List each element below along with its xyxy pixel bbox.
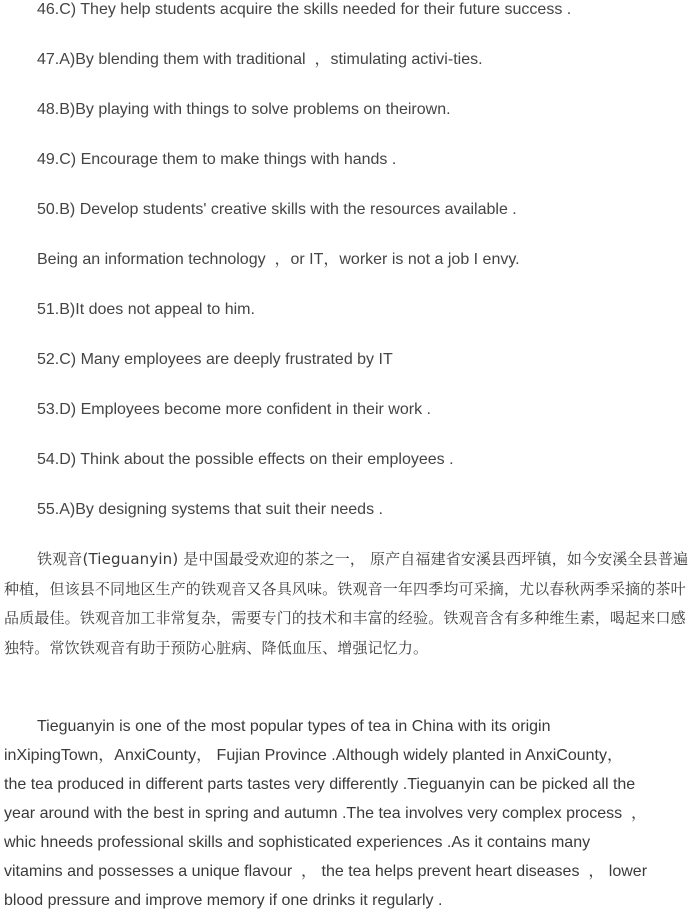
- english-line: year around with the best in spring and autumn .The tea involves very complex process ，: [4, 805, 647, 822]
- answer-item-46: 46.C) They help students acquire the skills needed for their future success .: [37, 1, 572, 18]
- passage-heading: Being an information technology ，or IT，worker is not a job I envy.: [37, 251, 520, 268]
- answer-item-50: 50.B) Develop students' creative skills with the resources available .: [37, 201, 517, 218]
- answer-item-49: 49.C) Encourage them to make things with hands .: [37, 151, 397, 168]
- answer-item-54: 54.D) Think about the possible effects on their employees .: [37, 451, 454, 468]
- answer-list: [37, 0, 687, 550]
- english-line: whic hneeds professional skills and sophisticated experiences .As it contains many: [4, 834, 591, 851]
- answer-item-51: 51.B)It does not appeal to him.: [37, 301, 255, 318]
- english-line: blood pressure and improve memory if one drinks it regularly .: [4, 892, 443, 909]
- english-line: vitamins and possesses a unique flavour ， the tea helps prevent heart diseases ， lower: [4, 863, 648, 880]
- answer-item-53: 53.D) Employees become more confident in their work .: [37, 401, 431, 418]
- answer-item-48: 48.B)By playing with things to solve problems on theirown.: [37, 101, 451, 118]
- english-line: Tieguanyin is one of the most popular types of tea in China with its origin: [37, 718, 551, 735]
- answer-item-55: 55.A)By designing systems that suit their needs .: [37, 501, 383, 518]
- english-paragraph: [4, 712, 688, 915]
- chinese-paragraph: 铁观音(Tieguanyin) 是中国最受欢迎的茶之一， 原产自福建省安溪县西坪镇，如今安溪全县普遍种植，但该县不同地区生产的铁观音又各具风味。铁观音一年四季均可采摘，尤以春秋两季采摘的茶叶品质最佳。铁观音加工非常复杂，需要专门的技术和丰富的经验。铁观音含有多种维生素，喝起来口感独特。常饮铁观音有助于预防心脏病、降低血压、增强记忆力。: [4, 550, 689, 657]
- answer-item-47: 47.A)By blending them with traditional ，stimulating activi-ties.: [37, 51, 483, 68]
- answer-item-52: 52.C) Many employees are deeply frustrated by IT: [37, 351, 393, 368]
- english-line: the tea produced in different parts tastes very differently .Tieguanyin can be picked all the: [4, 776, 636, 793]
- english-line: inXipingTown，AnxiCounty， Fujian Province .Although widely planted in AnxiCounty，: [4, 747, 623, 764]
